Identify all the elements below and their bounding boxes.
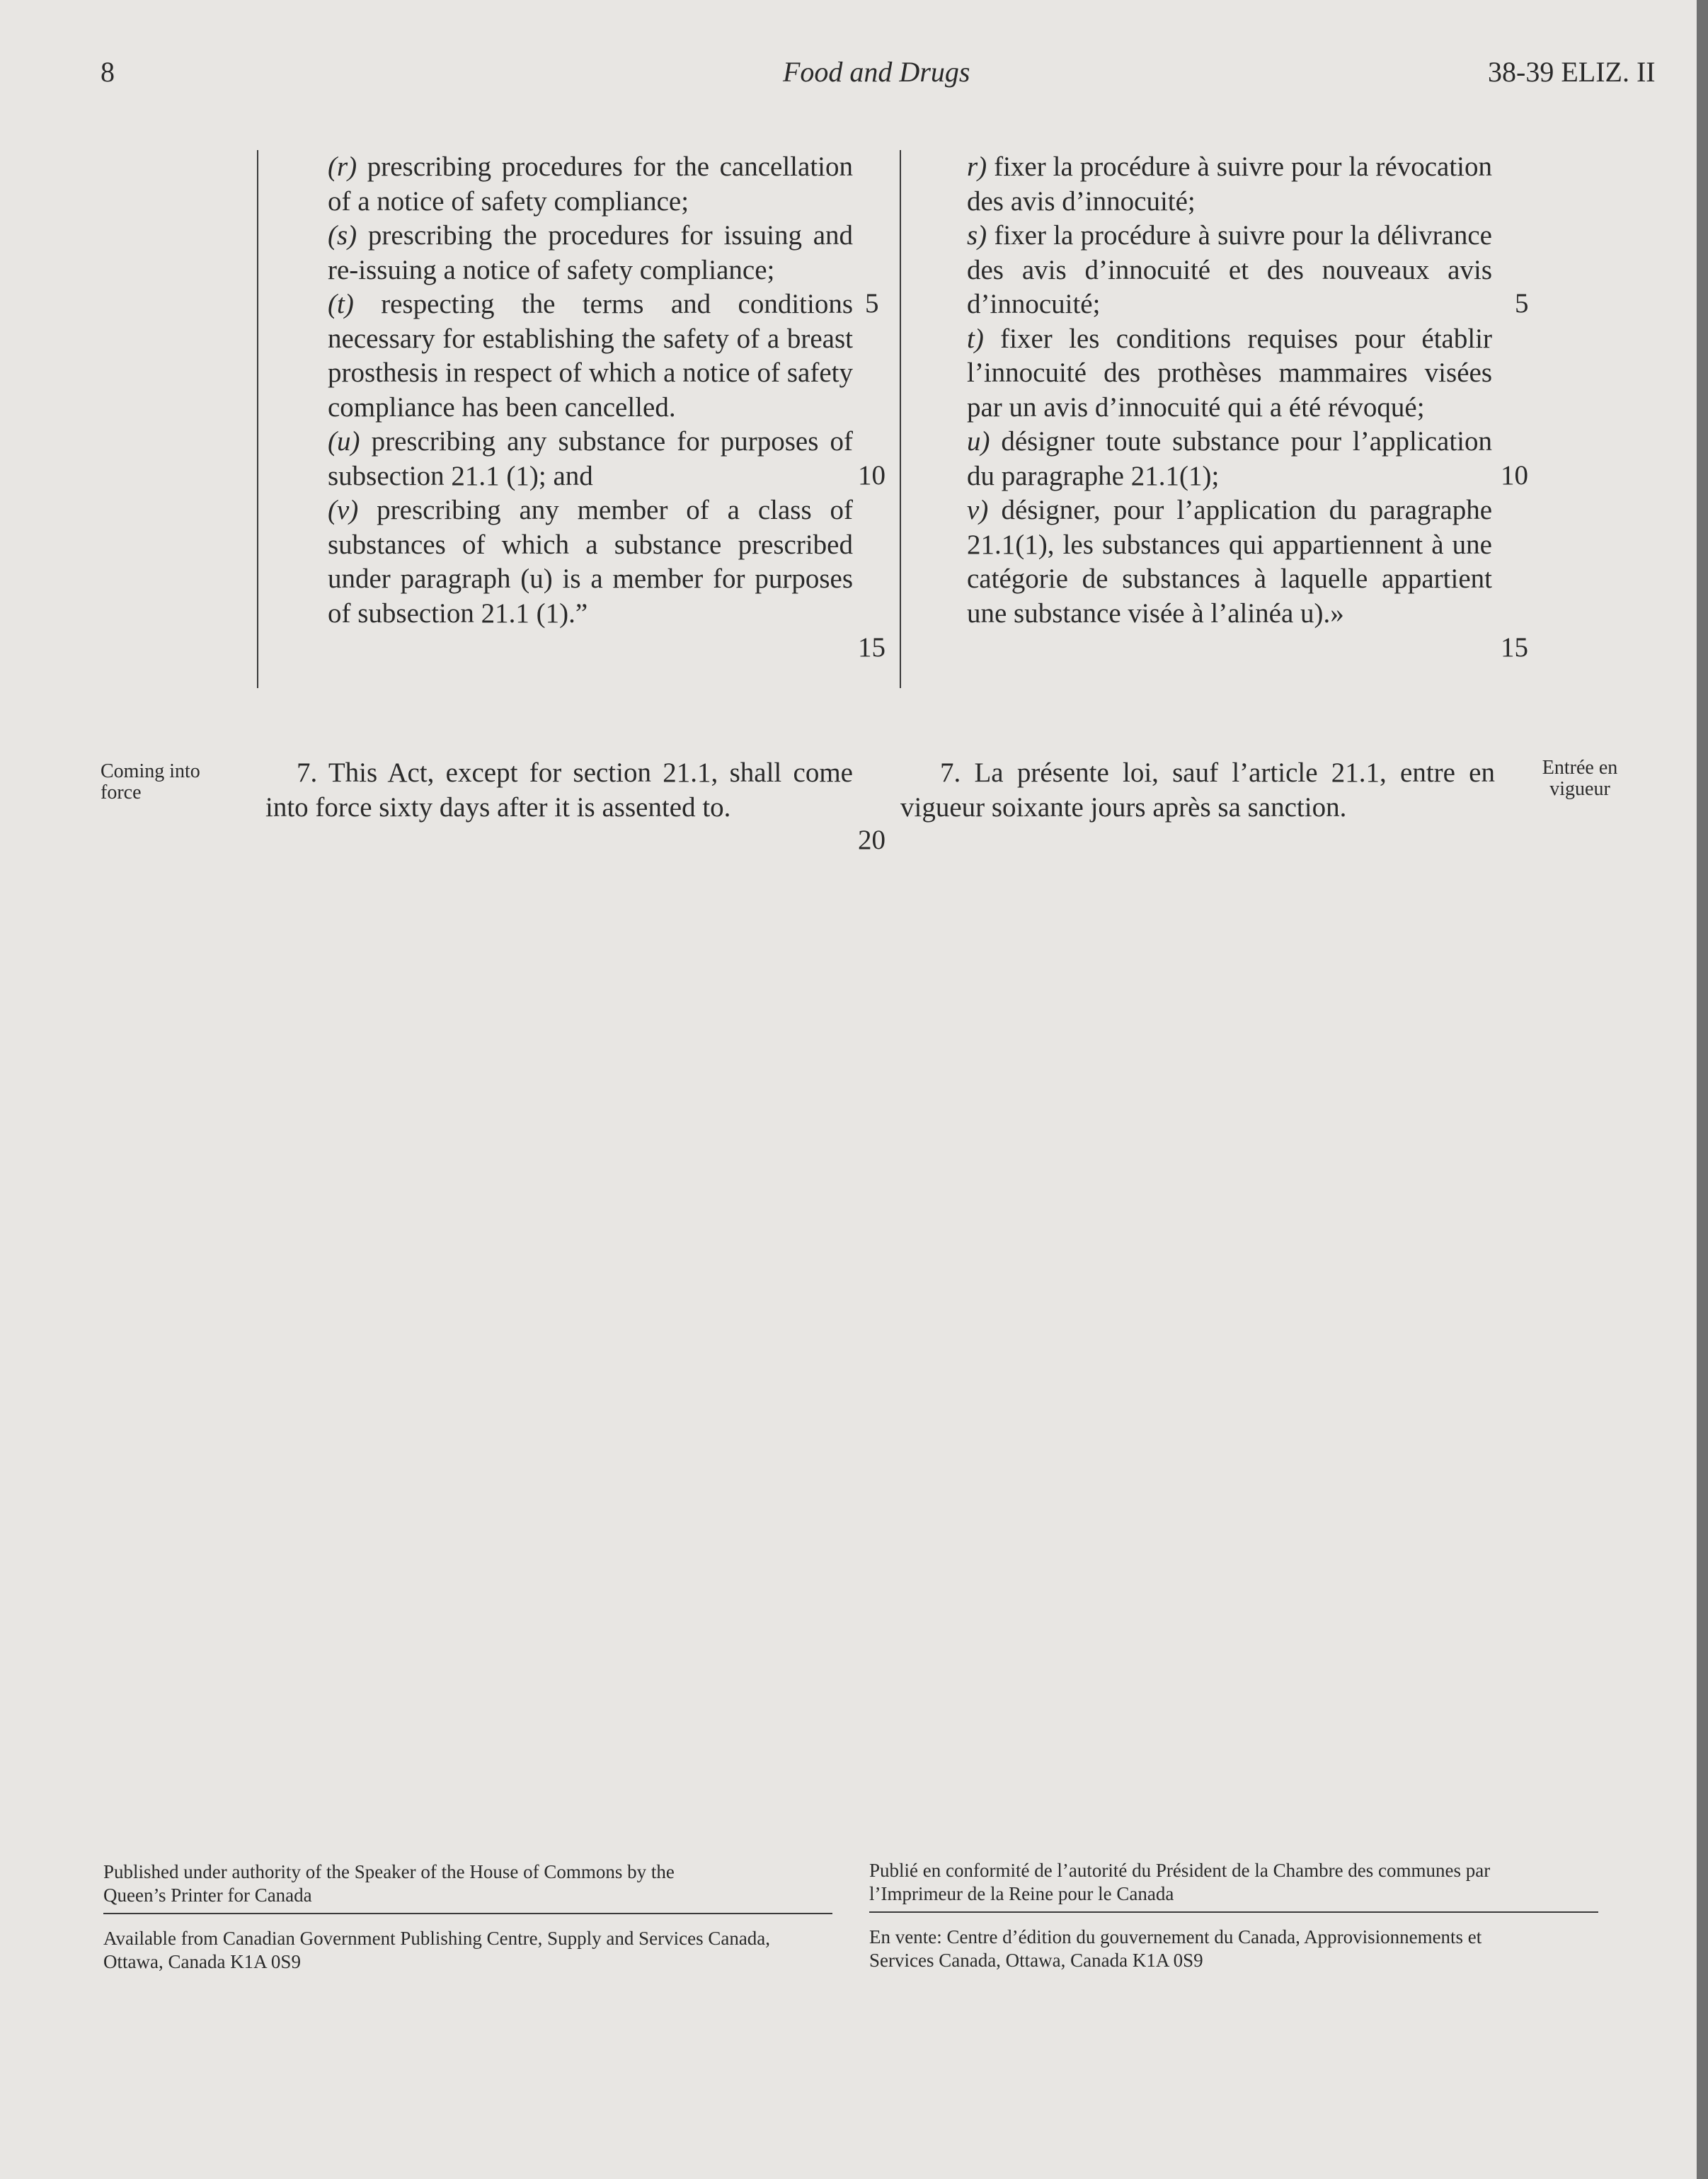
french-line-number: 15: [1501, 632, 1528, 663]
french-line-number: 5: [1515, 288, 1529, 319]
french-line-number: 10: [1501, 460, 1528, 491]
french-column: [967, 150, 1492, 631]
english-item-v: (v) prescribing any member of a class of substances of which a substance prescribed under paragraph (u) is a member for purposes of subsection 21.1 (1).”: [328, 495, 853, 629]
footer-fr-published: Publié en conformité de l’autorité du Président de la Chambre des communes par l’Imprimeur de la Reine pour le Canada: [869, 1860, 1491, 1904]
french-item-t: t) fixer les conditions requises pour établir l’innocuité des prothèses mammaires visées par un avis d’innocuité qui a été révoqué;: [967, 323, 1492, 423]
french-item-v: v) désigner, pour l’application du paragraphe 21.1(1), les substances qui appartiennent à une catégorie de substances à laquelle appartient une substance visée à l’alinéa u).»: [967, 495, 1493, 629]
english-item-s: (s) prescribing the procedures for issuing and re-issuing a notice of safety compliance;: [328, 220, 854, 285]
session-label: 38-39 ELIZ. II: [1488, 56, 1656, 88]
english-line-number: 10: [858, 460, 885, 491]
page-title: Food and Drugs: [783, 56, 970, 88]
footer-fr-rule: [869, 1911, 1598, 1913]
english-line-number: 5: [865, 288, 879, 319]
english-item-u: (u) prescribing any substance for purposes of subsection 21.1 (1); and: [328, 426, 853, 491]
entree-en-vigueur-note: Entrée en vigueur: [1542, 757, 1618, 800]
french-section-7: 7. La présente loi, sauf l’article 21.1, entre en vigueur soixante jours après sa sanction.: [900, 757, 1495, 823]
footer-en-published: Published under authority of the Speaker of the House of Commons by the Queen’s Printer for Canada: [103, 1861, 675, 1906]
english-left-rule: [257, 150, 258, 688]
english-item-r: (r) prescribing procedures for the cancellation of a notice of safety compliance;: [328, 151, 853, 217]
english-line-number: 20: [858, 825, 885, 855]
french-item-u: u) désigner toute substance pour l’application du paragraphe 21.1(1);: [967, 426, 1492, 491]
footer-fr-available: En vente: Centre d’édition du gouvernement du Canada, Approvisionnements et Services Canada, Ottawa, Canada K1A 0S9: [869, 1926, 1482, 1971]
column-divider-rule: [900, 150, 901, 688]
page-number: 8: [101, 56, 115, 88]
english-line-number: 15: [858, 632, 885, 663]
page-edge: [1697, 0, 1708, 2179]
french-item-r: r) fixer la procédure à suivre pour la révocation des avis d’innocuité;: [967, 151, 1493, 217]
footer-en-rule: [103, 1913, 832, 1914]
english-section-7: 7. This Act, except for section 21.1, shall come into force sixty days after it is assented to.: [265, 757, 853, 823]
footer-en-available: Available from Canadian Government Publishing Centre, Supply and Services Canada, Ottawa, Canada K1A 0S9: [103, 1928, 771, 1972]
coming-into-force-note: Coming into force: [101, 760, 200, 803]
french-item-s: s) fixer la procédure à suivre pour la délivrance des avis d’innocuité et des nouveaux avis d’innocuité;: [967, 220, 1492, 319]
english-item-t: (t) respecting the terms and conditions necessary for establishing the safety of a breast prosthesis in respect of which a notice of safety compliance has been cancelled.: [328, 289, 853, 423]
english-column: [328, 150, 853, 631]
